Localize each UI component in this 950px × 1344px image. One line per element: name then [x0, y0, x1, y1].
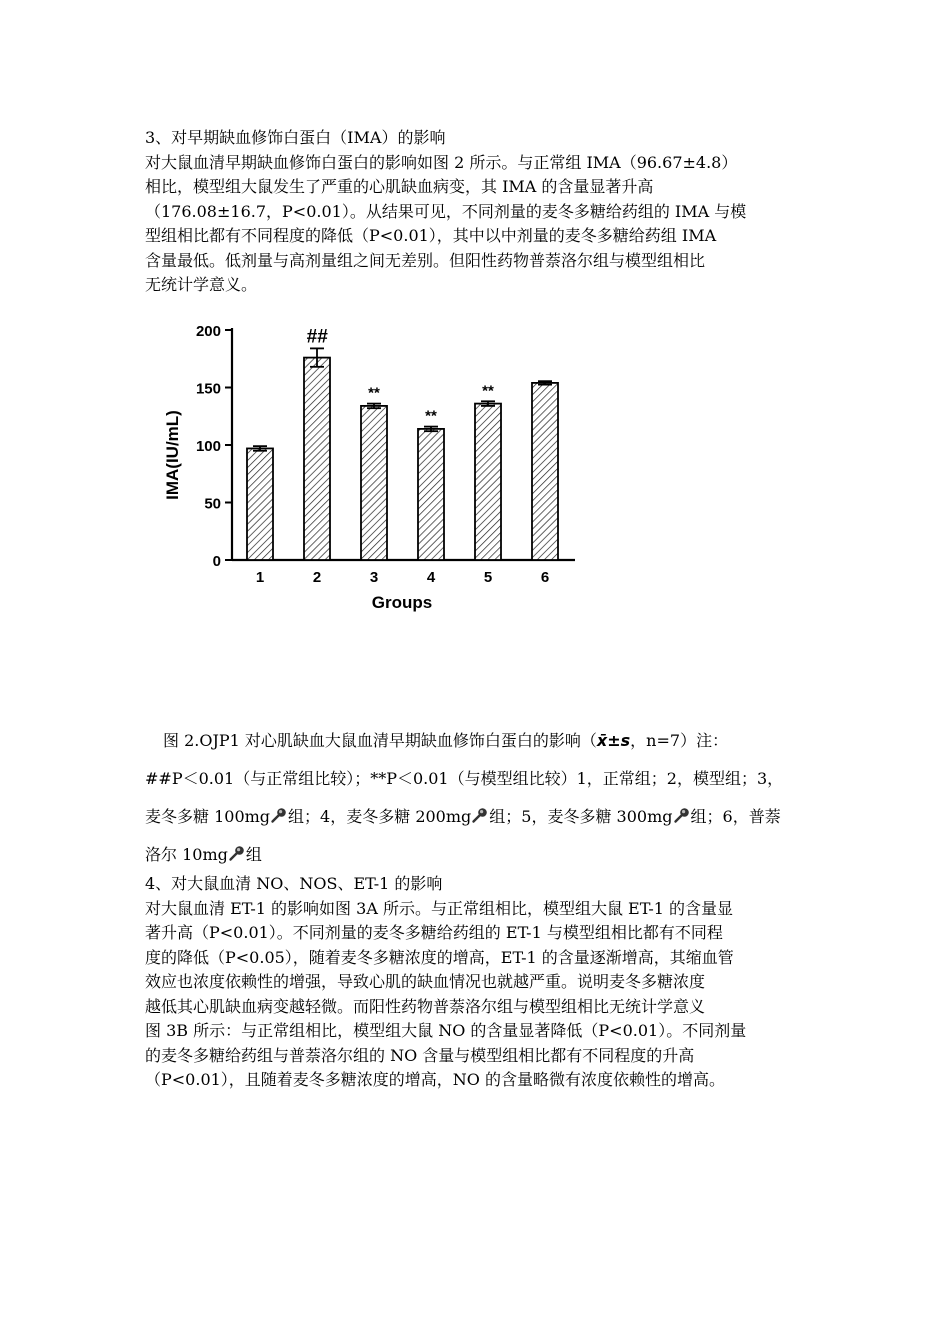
paragraph-line: 相比，模型组大鼠发生了严重的心肌缺血病变，其 IMA 的含量显著升高 — [145, 177, 654, 196]
y-tick-label: 50 — [204, 495, 221, 513]
paragraph-line: 对大鼠血清 ET-1 的影响如图 3A 所示。与正常组相比，模型组大鼠 ET-1 的含量显 — [145, 898, 734, 918]
caption-text: 组 — [245, 845, 262, 864]
mean-sd-symbol: x̄±s — [596, 731, 631, 750]
bar — [475, 404, 501, 560]
y-tick-label: 150 — [195, 380, 221, 398]
significance-marker: ## — [306, 326, 328, 348]
x-tick-label: 4 — [426, 569, 436, 586]
microphone-icon — [471, 806, 489, 824]
bar — [532, 383, 558, 560]
paragraph-line: 效应也浓度依赖性的增强，导致心肌的缺血情况也就越严重。说明麦冬多糖浓度 — [145, 972, 706, 991]
paragraph-line: 型组相比都有不同程度的降低（P<0.01），其中以中剂量的麦冬多糖给药组 IMA — [145, 226, 717, 245]
caption-text: 麦冬多糖 100mg — [145, 807, 271, 826]
paragraph-line: 无统计学意义。 — [145, 275, 258, 294]
x-tick-label: 5 — [483, 569, 493, 586]
caption-line-4 — [145, 836, 825, 874]
significance-marker: ** — [425, 407, 437, 425]
x-axis-label: Groups — [371, 593, 433, 612]
paragraph-line: 的麦冬多糖给药组与普萘洛尔组的 NO 含量与模型组相比都有不同程度的升高 — [145, 1045, 695, 1065]
caption-text: 组；6，普萘 — [690, 807, 781, 826]
y-tick-label: 100 — [195, 438, 221, 455]
caption-text: 图 2.OJP1 对心肌缺血大鼠血清早期缺血修饰白蛋白的影响（ — [163, 731, 597, 750]
caption-line-2: ##P＜0.01（与正常组比较）；**P＜0.01（与模型组比较）1，正常组；2，模型组；3， — [145, 769, 784, 788]
microphone-icon — [270, 806, 288, 824]
y-tick-label: 0 — [212, 553, 221, 570]
x-tick-label: 1 — [255, 569, 265, 586]
paragraph-line: （176.08±16.7，P<0.01）。从结果可见，不同剂量的麦冬多糖给药组的 IMA 与模 — [145, 201, 747, 221]
caption-line-1 — [145, 722, 825, 760]
paragraph-line: 图 3B 所示：与正常组相比，模型组大鼠 NO 的含量显著降低（P<0.01）。不同剂量 — [145, 1021, 747, 1040]
microphone-icon — [228, 844, 246, 862]
paragraph-line: 对大鼠血清早期缺血修饰白蛋白的影响如图 2 所示。与正常组 IMA（96.67±4.8） — [145, 152, 738, 172]
microphone-icon — [673, 806, 691, 824]
significance-marker: ** — [368, 384, 380, 402]
paragraph-line: 越低其心肌缺血病变越轻微。而阳性药物普萘洛尔组与模型组相比无统计学意义 — [145, 996, 706, 1016]
x-tick-label: 3 — [369, 569, 379, 586]
significance-marker: ** — [482, 382, 494, 400]
paragraph-line: （P<0.01），且随着麦冬多糖浓度的增高，NO 的含量略微有浓度依赖性的增高。 — [145, 1070, 726, 1089]
bar — [247, 448, 273, 560]
paragraph-line: 度的降低（P<0.05），随着麦冬多糖浓度的增高，ET-1 的含量逐渐增高，其缩血管 — [145, 947, 734, 967]
x-tick-label: 6 — [540, 569, 550, 586]
x-tick-label: 2 — [312, 569, 322, 586]
section-3 — [145, 126, 815, 298]
caption-line-3 — [145, 798, 825, 836]
caption-text: ，n=7）注： — [630, 731, 729, 750]
bar — [304, 358, 330, 560]
caption-text: 组；4，麦冬多糖 200mg — [288, 807, 472, 826]
y-axis-label: IMA(IU/mL) — [163, 410, 182, 500]
paragraph-line: 著升高（P<0.01）。不同剂量的麦冬多糖给药组的 ET-1 与模型组相比都有不同程 — [145, 923, 723, 942]
ima-bar-chart — [150, 310, 600, 620]
caption-text: 组；5，麦冬多糖 300mg — [489, 807, 673, 826]
section-3-heading: 3、对早期缺血修饰白蛋白（IMA）的影响 — [145, 128, 446, 147]
caption-text: 洛尔 10mg — [145, 845, 228, 864]
paragraph-line: 含量最低。低剂量与高剂量组之间无差别。但阳性药物普萘洛尔组与模型组相比 — [145, 250, 706, 270]
section-4-heading: 4、对大鼠血清 NO、NOS、ET-1 的影响 — [145, 874, 443, 893]
figure-caption — [145, 722, 825, 874]
section-4 — [145, 872, 815, 1093]
bar — [361, 406, 387, 560]
y-tick-label: 200 — [195, 323, 221, 340]
bar — [418, 429, 444, 560]
